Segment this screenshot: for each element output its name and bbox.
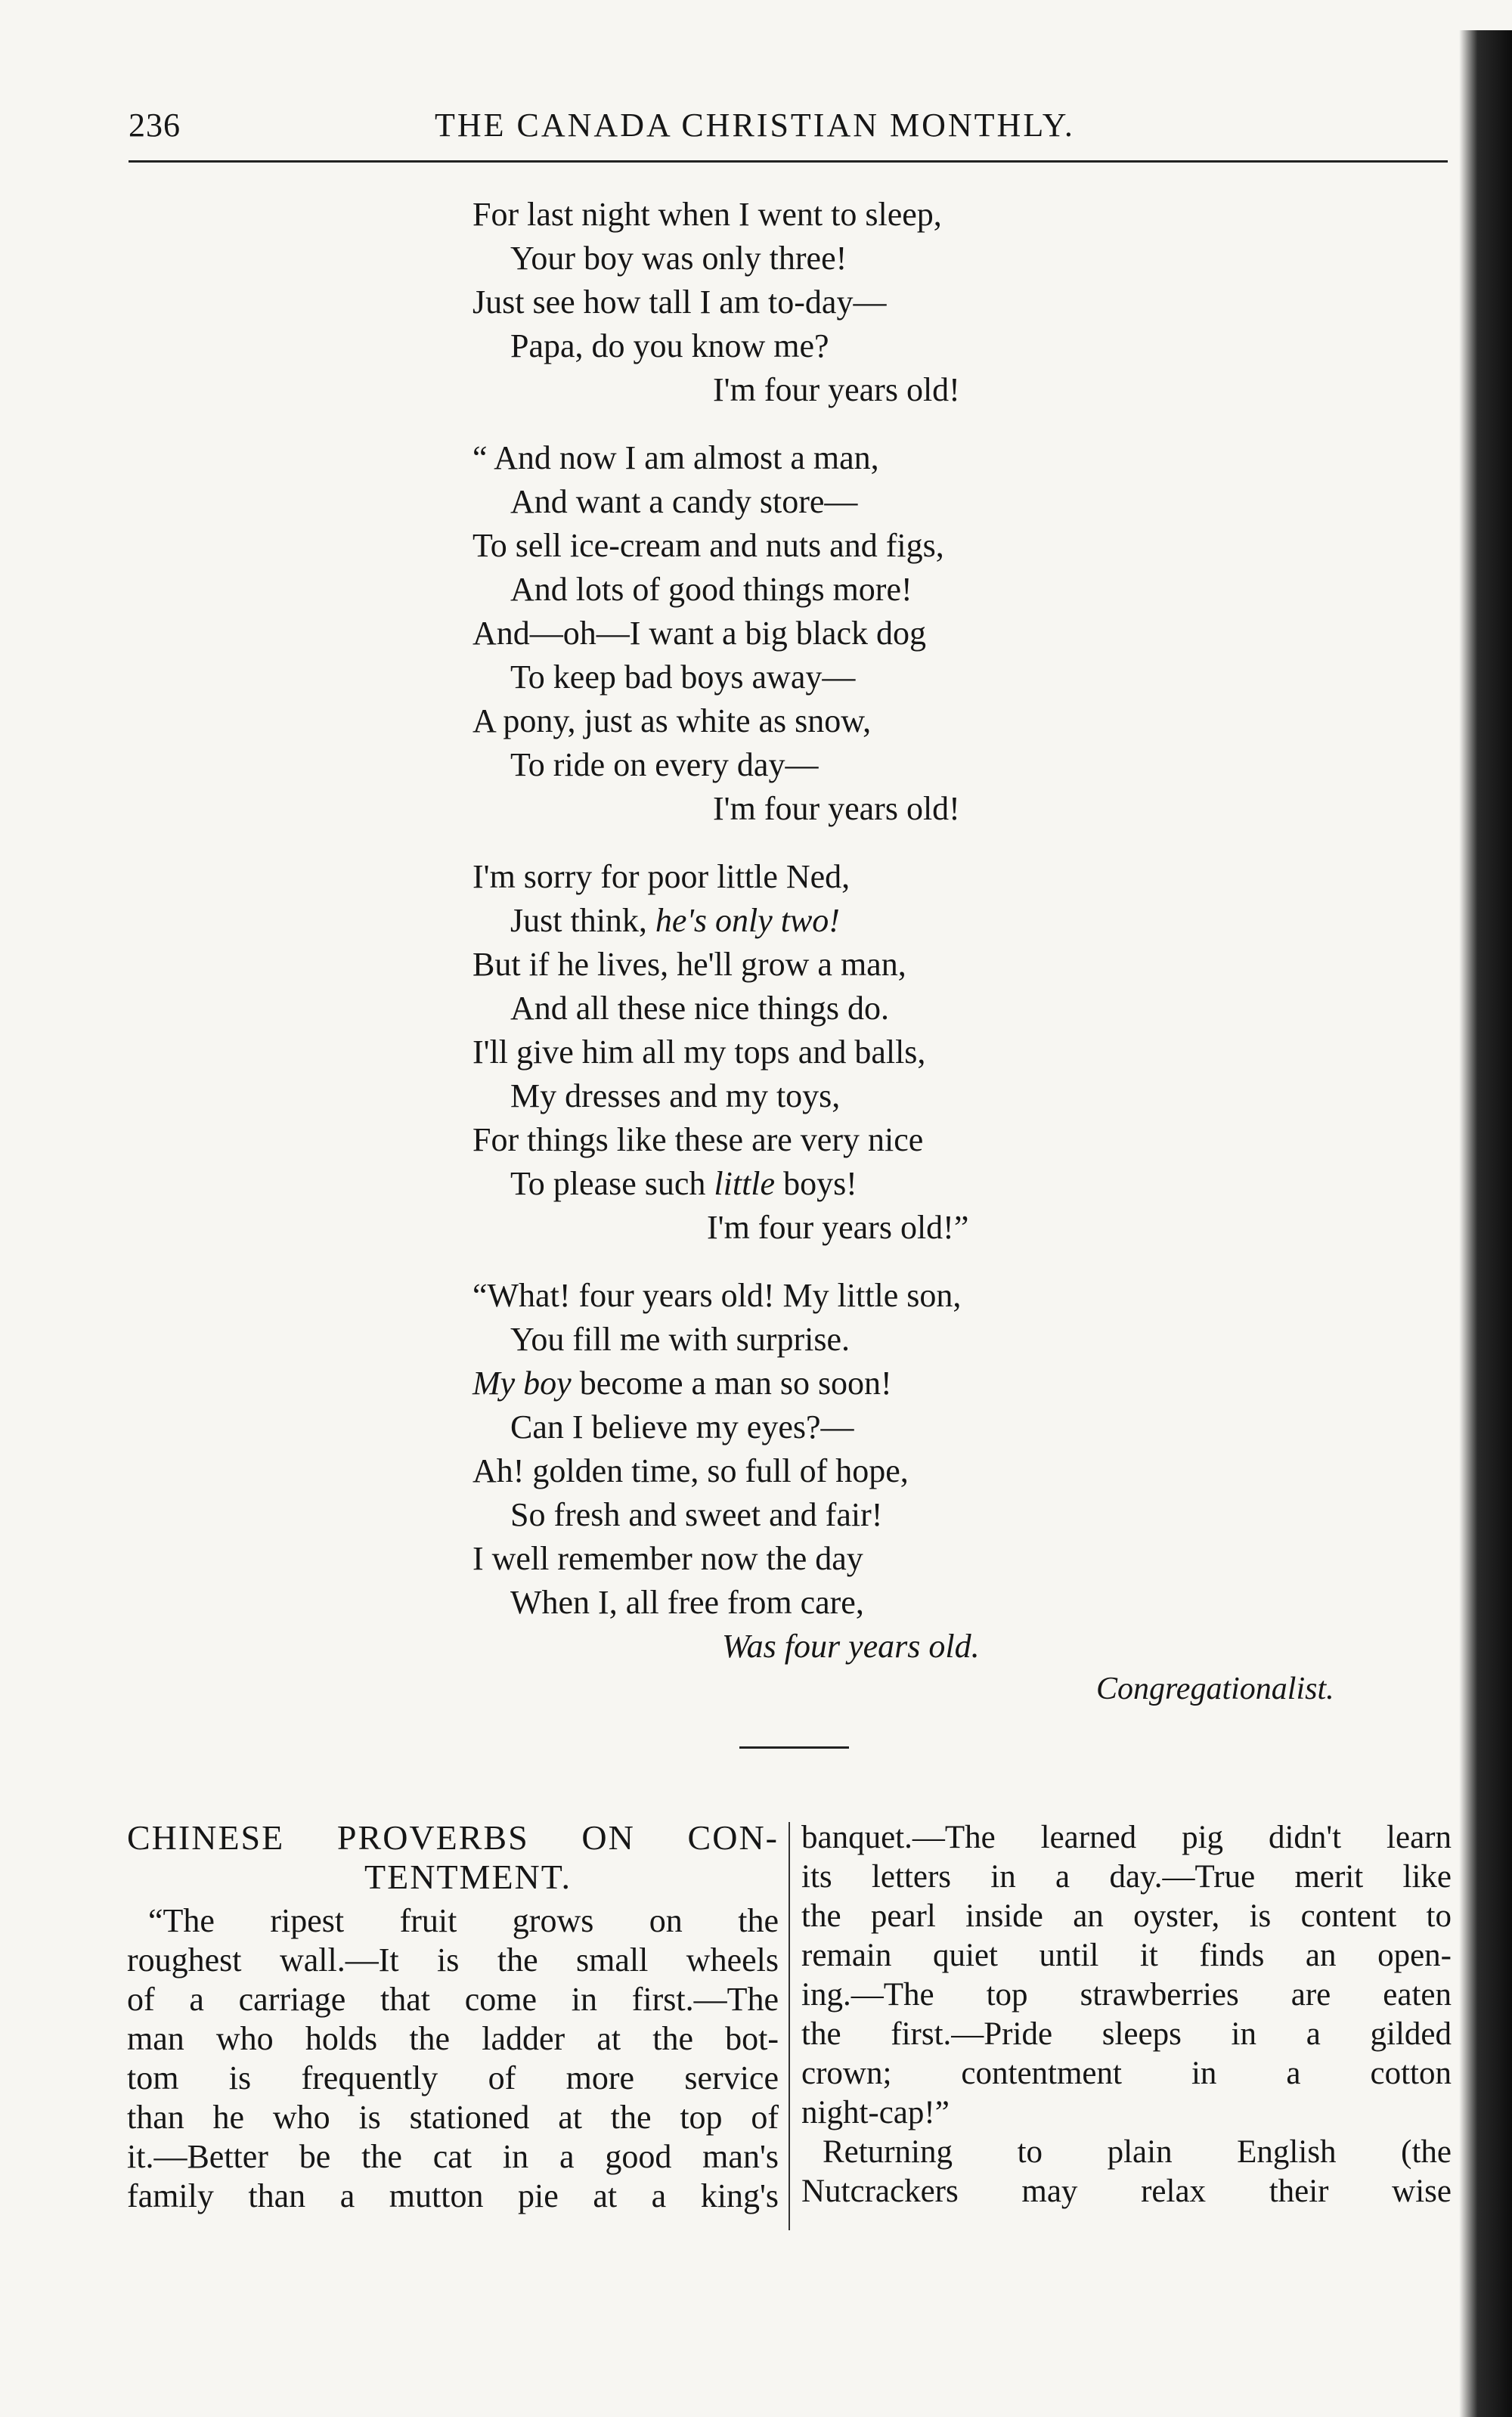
running-header (129, 106, 1452, 159)
poem-line (472, 899, 1418, 943)
poem-text: Just think, (510, 902, 655, 939)
article-line: family than a mutton pie at a king's (127, 2177, 779, 2214)
poem-line: And want a candy store— (510, 483, 858, 520)
poem-line: To ride on every day— (510, 746, 819, 783)
article-line: than he who is stationed at the top of (127, 2099, 779, 2136)
poem-stanza (472, 855, 1418, 1250)
poem-line: When I, all free from care, (510, 1584, 864, 1621)
poem-line: Ah! golden time, so full of hope, (472, 1452, 909, 1489)
page-number: 236 (129, 107, 181, 144)
poem-text: become a man so soon! (571, 1365, 892, 1402)
running-title: THE CANADA CHRISTIAN MONTHLY. (435, 107, 1075, 144)
article-title (127, 1818, 779, 1897)
article-line: remain quiet until it finds an open- (801, 1938, 1452, 1973)
section-separator (739, 1746, 849, 1749)
poem-line: To sell ice-cream and nuts and figs, (472, 527, 944, 564)
article-line: ing.—The top strawberries are eaten (801, 1977, 1452, 2013)
header-rule (129, 160, 1448, 163)
article-line: tom is frequently of more service (127, 2059, 779, 2096)
poem-italic-text: My boy (472, 1365, 572, 1402)
article-line: roughest wall.—It is the small wheels (127, 1941, 779, 1979)
poem-line: I well remember now the day (472, 1540, 863, 1577)
poem-stanza (472, 436, 1418, 831)
poem-line: Your boy was only three! (510, 240, 847, 277)
article-column-left (127, 1818, 779, 2216)
article-line: the first.—Pride sleeps in a gilded (801, 2016, 1452, 2052)
article-column-right (801, 1818, 1452, 2211)
poem-refrain: I'm four years old!” (707, 1209, 969, 1246)
poem-line: And all these nice things do. (510, 990, 890, 1027)
poem-line: Papa, do you know me? (510, 327, 829, 364)
article-line: it.—Better be the cat in a good man's (127, 2138, 779, 2175)
poem-text: To please such (510, 1165, 714, 1202)
poem-line: Just see how tall I am to-day— (472, 284, 887, 321)
poem-line: So fresh and sweet and fair! (510, 1496, 883, 1533)
poem-refrain: I'm four years old! (713, 371, 960, 408)
poem-line: To keep bad boys away— (510, 658, 856, 696)
article-title-line: TENTMENT. (364, 1858, 572, 1896)
poem-line: I'll give him all my tops and balls, (472, 1033, 926, 1071)
article-line: “The ripest fruit grows on the (148, 1902, 779, 1939)
poem-italic-text: he's only two! (655, 902, 840, 939)
article-title-line: CHINESE PROVERBS ON CON- (127, 1818, 779, 1857)
poem-line: “ And now I am almost a man, (472, 439, 879, 476)
poem-line: I'm sorry for poor little Ned, (472, 858, 850, 895)
poem-attribution: Congregationalist. (1096, 1672, 1334, 1706)
poem-line: “What! four years old! My little son, (472, 1277, 962, 1314)
article-line: man who holds the ladder at the bot- (127, 2020, 779, 2057)
poem-line: And lots of good things more! (510, 571, 912, 608)
poem-line: And—oh—I want a big black dog (472, 615, 926, 652)
article-line: the pearl inside an oyster, is content to (801, 1898, 1452, 1934)
poem-line: My dresses and my toys, (510, 1077, 841, 1114)
article-line: Nutcrackers may relax their wise (801, 2174, 1452, 2209)
article-line: its letters in a day.—True merit like (801, 1859, 1452, 1895)
page-binding-edge (1459, 30, 1512, 2417)
poem-line: You fill me with surprise. (510, 1321, 850, 1358)
poem-line (472, 1162, 1418, 1206)
article-line: Returning to plain English (the (823, 2134, 1452, 2170)
article-line: banquet.—The learned pig didn't learn (801, 1820, 1452, 1855)
article-line: of a carriage that come in first.—The (127, 1981, 779, 2018)
poem-text: boys! (775, 1165, 857, 1202)
poem (472, 193, 1418, 1693)
article-line: crown; contentment in a cotton (801, 2056, 1452, 2091)
poem-line: Can I believe my eyes?— (510, 1408, 854, 1446)
poem-refrain: I'm four years old! (713, 790, 960, 827)
poem-line: A pony, just as white as snow, (472, 702, 872, 739)
poem-final-line: Was four years old. (722, 1628, 980, 1665)
poem-line (472, 1362, 1418, 1405)
poem-stanza (472, 1274, 1418, 1669)
poem-line: But if he lives, he'll grow a man, (472, 946, 906, 983)
article-line: night-cap!” (801, 2095, 950, 2130)
poem-line: For last night when I went to sleep, (472, 196, 942, 233)
column-divider (789, 1822, 790, 2230)
poem-italic-text: little (714, 1165, 776, 1202)
poem-stanza (472, 193, 1418, 412)
poem-line: For things like these are very nice (472, 1121, 924, 1158)
